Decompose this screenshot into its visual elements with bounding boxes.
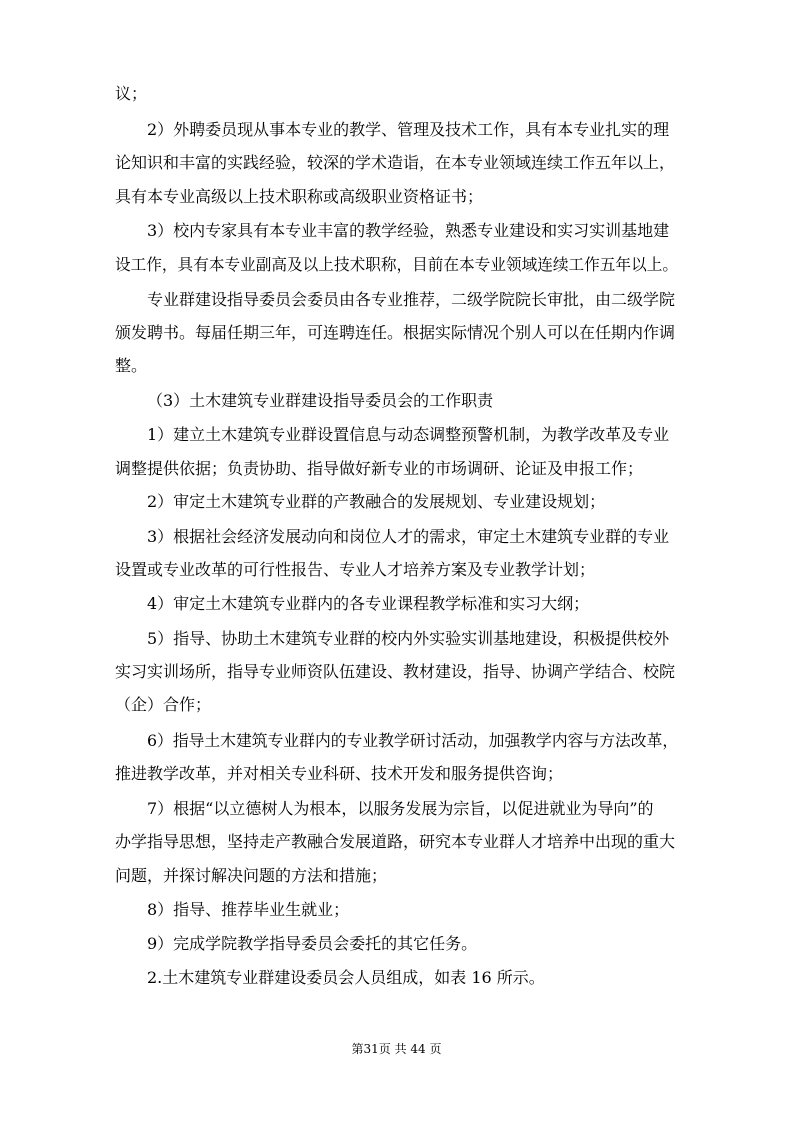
section-heading: （3）土木建筑专业群建设指导委员会的工作职责 — [147, 391, 494, 410]
text-line: 议； — [115, 84, 148, 103]
text-line: 3）校内专家具有本专业丰富的教学经验，熟悉专业建设和实习实训基地建 — [147, 221, 670, 240]
text-line: 调整提供依据；负责协助、指导做好新专业的市场调研、论证及申报工作； — [115, 459, 644, 478]
text-line: 8）指导、推荐毕业生就业； — [147, 900, 350, 919]
text-line: 5）指导、协助土木建筑专业群的校内外实验实训基地建设，积极提供校外 — [147, 629, 670, 648]
text-line: 实习实训场所，指导专业师资队伍建设、教材建设，指导、协调产学结合、校院 — [115, 662, 676, 681]
text-line: 9）完成学院教学指导委员会委托的其它任务。 — [147, 934, 478, 953]
text-line: 论知识和丰富的实践经验，较深的学术造诣，在本专业领域连续工作五年以上， — [115, 153, 676, 172]
text-line: 专业群建设指导委员会委员由各专业推荐，二级学院院长审批，由二级学院 — [147, 290, 676, 309]
text-line: 3）根据社会经济发展动向和岗位人才的需求，审定土木建筑专业群的专业 — [147, 527, 670, 546]
text-line: 推进教学改革，并对相关专业科研、技术开发和服务提供咨询； — [115, 764, 564, 783]
text-line: 设置或专业改革的可行性报告、专业人才培养方案及专业教学计划； — [115, 560, 596, 579]
text-line: （企）合作； — [115, 695, 212, 714]
text-line: 颁发聘书。每届任期三年，可连聘连任。根据实际情况个别人可以在任期内作调 — [115, 323, 676, 342]
text-line: 具有本专业高级以上技术职称或高级职业资格证书； — [115, 187, 484, 206]
text-line: 6）指导土木建筑专业群内的专业教学研讨活动，加强教学内容与方法改革， — [147, 731, 679, 750]
text-line: 2.土木建筑专业群建设委员会人员组成，如表 16 所示。 — [147, 968, 545, 987]
text-line: 2）外聘委员现从事本专业的教学、管理及技术工作，具有本专业扎实的理 — [147, 120, 670, 139]
text-line: 设工作，具有本专业副高及以上技术职称，目前在本专业领域连续工作五年以上。 — [115, 255, 678, 274]
page-number-footer: 第31页 共 44 页 — [351, 1042, 442, 1056]
text-line: 7）根据“以立德树人为根本，以服务发展为宗旨，以促进就业为导向”的 — [147, 799, 654, 818]
text-line: 1）建立土木建筑专业群设置信息与动态调整预警机制，为教学改革及专业 — [147, 425, 670, 444]
text-line: 2）审定土木建筑专业群的产教融合的发展规划、专业建设规划； — [147, 492, 606, 511]
text-line: 整。 — [115, 356, 148, 375]
text-line: 4）审定土木建筑专业群内的各专业课程教学标准和实习大纲； — [147, 594, 590, 613]
text-line: 问题，并探讨解决问题的方法和措施； — [115, 866, 388, 885]
text-line: 办学指导思想，坚持走产教融合发展道路，研究本专业群人才培养中出现的重大 — [115, 832, 676, 851]
